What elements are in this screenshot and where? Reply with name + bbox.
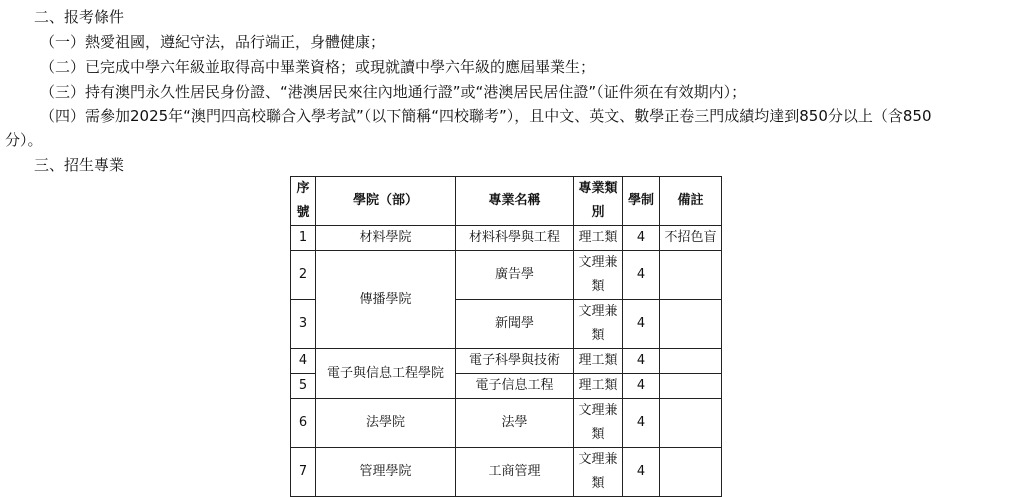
cell-school: 法學院 [316, 399, 456, 448]
cell-major: 新聞學 [456, 300, 574, 349]
table-row [291, 349, 722, 374]
cell-major: 電子科學與技術 [456, 349, 574, 374]
cell-category: 理工類 [574, 374, 623, 399]
cell-category: 理工類 [574, 226, 623, 251]
cell-years: 4 [623, 300, 660, 349]
header-remarks: 備註 [660, 177, 722, 226]
cell-no: 1 [291, 226, 316, 251]
header-years: 學制 [623, 177, 660, 226]
cell-major: 電子信息工程 [456, 374, 574, 399]
majors-heading: 三、招生專業 [34, 156, 125, 174]
cell-years: 4 [623, 374, 660, 399]
cell-category: 文理兼類 [574, 300, 623, 349]
header-no: 序號 [291, 177, 316, 226]
condition-item-3: （三）持有澳門永久性居民身份證、“港澳居民來往內地通行證”或“港澳居民居住證”（证件须在有效期内）； [40, 83, 747, 101]
cell-no: 7 [291, 448, 316, 497]
header-major: 專業名稱 [456, 177, 574, 226]
condition-item-4-continued: 分）。 [5, 131, 43, 149]
cell-remarks [660, 251, 722, 300]
cell-years: 4 [623, 226, 660, 251]
majors-table [290, 176, 722, 497]
condition-item-4: （四）需參加2025年“澳門四高校聯合入學考試”（以下簡稱“四校聯考”），且中文、英文、數學正卷三門成績均達到850分以上（含850 [40, 107, 932, 125]
cell-remarks [660, 300, 722, 349]
cell-no: 5 [291, 374, 316, 399]
cell-remarks [660, 374, 722, 399]
cell-no: 2 [291, 251, 316, 300]
table-row [291, 251, 722, 300]
cell-remarks [660, 399, 722, 448]
cell-no: 3 [291, 300, 316, 349]
cell-years: 4 [623, 448, 660, 497]
header-category: 專業類別 [574, 177, 623, 226]
cell-no: 4 [291, 349, 316, 374]
condition-item-1: （一）熱愛祖國，遵紀守法，品行端正，身體健康； [40, 33, 386, 51]
cell-major: 工商管理 [456, 448, 574, 497]
cell-no: 6 [291, 399, 316, 448]
table-header-row [291, 177, 722, 226]
cell-category: 理工類 [574, 349, 623, 374]
table-row [291, 448, 722, 497]
table-row [291, 399, 722, 448]
cell-years: 4 [623, 251, 660, 300]
cell-major: 材料科學與工程 [456, 226, 574, 251]
cell-category: 文理兼類 [574, 448, 623, 497]
cell-school: 材料學院 [316, 226, 456, 251]
cell-category: 文理兼類 [574, 251, 623, 300]
cell-years: 4 [623, 399, 660, 448]
cell-school: 電子與信息工程學院 [316, 349, 456, 399]
cell-remarks: 不招色盲 [660, 226, 722, 251]
cell-school: 管理學院 [316, 448, 456, 497]
cell-remarks [660, 448, 722, 497]
header-school: 學院（部） [316, 177, 456, 226]
condition-item-2: （二）已完成中學六年級並取得高中畢業資格；或現就讀中學六年級的應屆畢業生； [40, 58, 596, 76]
cell-years: 4 [623, 349, 660, 374]
table-row [291, 226, 722, 251]
cell-major: 法學 [456, 399, 574, 448]
cell-school: 傳播學院 [316, 251, 456, 349]
cell-category: 文理兼類 [574, 399, 623, 448]
conditions-heading: 二、报考條件 [34, 8, 125, 26]
cell-remarks [660, 349, 722, 374]
cell-major: 廣告學 [456, 251, 574, 300]
